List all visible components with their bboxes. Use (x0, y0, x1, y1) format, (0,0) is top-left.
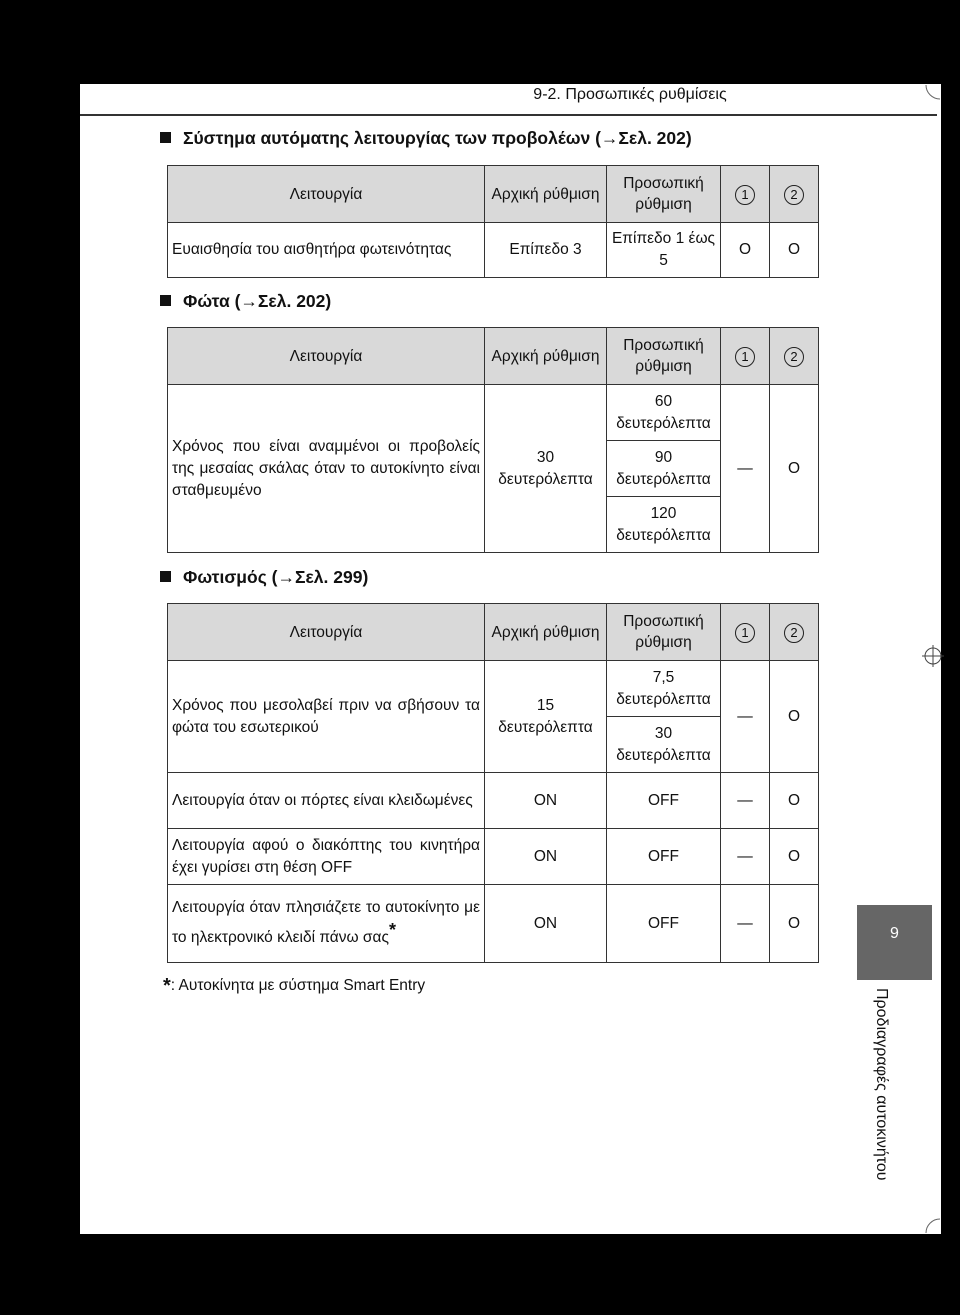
header-col2 (770, 166, 819, 223)
header-custom: Προσωπική ρύθμιση (607, 328, 721, 385)
chapter-tab: 9 (857, 905, 932, 980)
header-default: Αρχική ρύθμιση (485, 166, 607, 223)
circled-two-icon: 2 (784, 185, 804, 205)
table-row: Χρόνος που μεσολαβεί πριν να σβήσουν τα φώτα του εσωτερικού 15 δευτερόλεπτα 7,5 δευτερόλεπτα — O (168, 661, 819, 717)
section-title-headlights: Σύστημα αυτόματης λειτουργίας των προβολέων (→Σελ. 202) (160, 128, 692, 149)
table-row: 90 δευτερόλεπτα (168, 441, 819, 497)
circled-one-icon: 1 (735, 185, 755, 205)
square-bullet-icon (160, 295, 171, 306)
square-bullet-icon (160, 132, 171, 143)
table-row: Ευαισθησία του αισθητήρα φωτεινότητας Επίπεδο 3 Επίπεδο 1 έως 5 O O (168, 223, 819, 278)
table-row: Λειτουργία αφού ο διακόπτης του κινητήρα έχει γυρίσει στη θέση OFF ON OFF — O (168, 829, 819, 885)
circled-two-icon: 2 (784, 623, 804, 643)
header-custom: Προσωπική ρύθμιση (607, 604, 721, 661)
table-row: 120 δευτερόλεπτα (168, 497, 819, 553)
header-default: Αρχική ρύθμιση (485, 328, 607, 385)
circled-one-icon: 1 (735, 623, 755, 643)
header-function: Λειτουργία (168, 166, 485, 223)
chapter-side-label: Προδιαγραφές αυτοκινήτου (873, 988, 890, 1181)
header-col1 (721, 166, 770, 223)
circled-one-icon: 1 (735, 347, 755, 367)
crop-mark-icon (925, 84, 941, 100)
table-lights (167, 327, 819, 553)
header-function: Λειτουργία (168, 604, 485, 661)
header-custom: Προσωπική ρύθμιση (607, 166, 721, 223)
header-col2 (770, 604, 819, 661)
header-col1 (721, 328, 770, 385)
header-col2 (770, 328, 819, 385)
crop-mark-icon (925, 1218, 941, 1234)
header-rule (80, 114, 937, 116)
section-title-interior: Φωτισμός (→Σελ. 299) (160, 567, 368, 588)
header-function: Λειτουργία (168, 328, 485, 385)
table-interior-lighting (167, 603, 819, 963)
footnote: *: Αυτοκίνητα με σύστημα Smart Entry (163, 975, 426, 997)
chapter-header: 9-2. Προσωπικές ρυθμίσεις (533, 86, 727, 103)
section-title-lights: Φώτα (→Σελ. 202) (160, 291, 331, 312)
header-col1 (721, 604, 770, 661)
table-row: Λειτουργία όταν πλησιάζετε το αυτοκίνητο με το ηλεκτρονικό κλειδί πάνω σας* ON OFF — O (168, 885, 819, 963)
footnote-mark: * (388, 920, 396, 941)
table-row: Λειτουργία όταν οι πόρτες είναι κλειδωμένες ON OFF — O (168, 773, 819, 829)
registration-mark-icon (922, 645, 944, 667)
circled-two-icon: 2 (784, 347, 804, 367)
table-row: 30 δευτερόλεπτα (168, 717, 819, 773)
table-row: Χρόνος που είναι αναμμένοι οι προβολείς της μεσαίας σκάλας όταν το αυτοκίνητο είναι σταθμευμένο 30 δευτερόλεπτα 60 δευτερόλεπτα — O (168, 385, 819, 441)
table-headlights (167, 165, 819, 278)
header-default: Αρχική ρύθμιση (485, 604, 607, 661)
square-bullet-icon (160, 571, 171, 582)
